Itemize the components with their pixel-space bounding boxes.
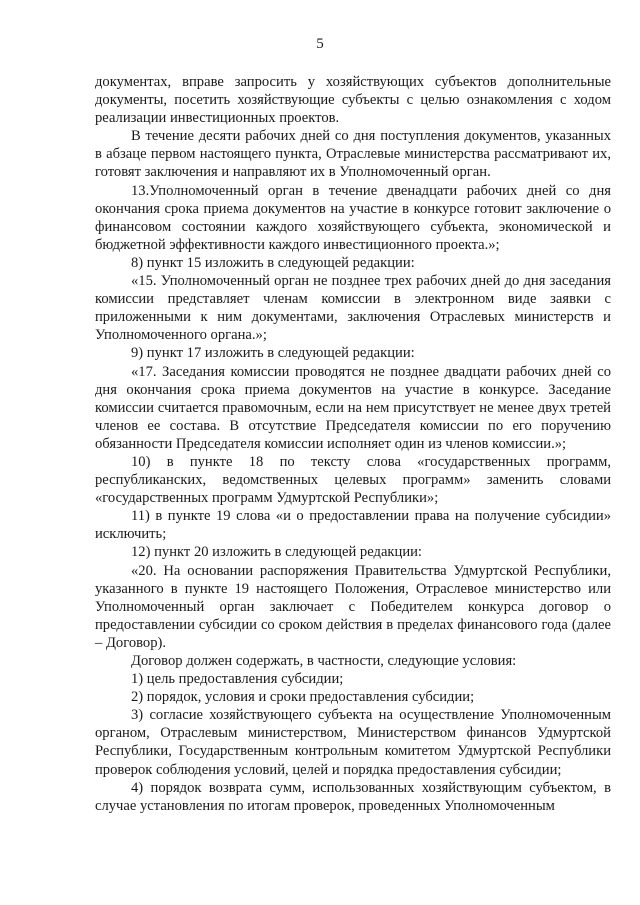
list-item-2: 2) порядок, условия и сроки предоставления субсидии; [131, 689, 475, 706]
list-item-1: 1) цель предоставления субсидии; [131, 671, 344, 688]
paragraph-item-13: 13.Уполномоченный орган в течение двенадцати рабочих дней со дня окончания срока приема документов на участие в конкурсе готовит заключение о финансовом состоянии каждого хозяйствующего субъекта, экономической и бюджетной эффективности каждого инвестиционного проекта.»; [95, 182, 611, 253]
paragraph-amendment-12: 12) пункт 20 изложить в следующей редакции: [131, 544, 422, 561]
list-item-4: 4) порядок возврата сумм, использованных хозяйствующим субъектом, в случае установления по итогам проверок, проведенных Уполномоченным [95, 779, 611, 814]
paragraph-amendment-9: 9) пункт 17 изложить в следующей редакции: [131, 345, 415, 362]
paragraph-amendment-11: 11) в пункте 19 слова «и о предоставлении права на получение субсидии» исключить; [95, 508, 611, 543]
paragraph-amendment-10: 10) в пункте 18 по тексту слова «государственных программ, республиканских, ведомственных целевых программ» заменить словами «государственных программ Удмуртской Республики»; [95, 453, 611, 507]
page-number: 5 [316, 36, 324, 52]
paragraph-item-15: «15. Уполномоченный орган не позднее трех рабочих дней до дня заседания комиссии представляет членам комиссии в электронном виде заявки с приложенными к ним документами, заключения Отраслевых министерств и Уполномоченного органа.»; [95, 273, 611, 344]
list-item-3: 3) согласие хозяйствующего субъекта на осуществление Уполномоченным органом, Отраслевым министерством, Министерством финансов Удмуртской Республики, Государственным контрольным комитетом Удмуртской Республики проверок соблюдения условий, целей и порядка предоставления субсидии; [95, 707, 611, 778]
paragraph-review-period: В течение десяти рабочих дней со дня поступления документов, указанных в абзаце первом настоящего пункта, Отраслевые министерства рассматривают их, готовят заключения и направляют их в Уполномоченный орган. [95, 128, 611, 181]
paragraph-item-17: «17. Заседания комиссии проводятся не позднее двадцати рабочих дней со дня окончания срока приема документов на участие в конкурсе. Заседание комиссии считается правомочным, если на нем присутствует не менее двух третей членов ее состава. В отсутствие Председателя комиссии по его поручению обязанности Председателя комиссии исполняет один из членов комиссии.»; [95, 363, 611, 452]
paragraph-item-20: «20. На основании распоряжения Правительства Удмуртской Республики, указанного в пункте 19 настоящего Положения, Отраслевое министерство или Уполномоченный орган заключает с Победителем конкурса договор о предоставлении субсидии со сроком действия в пределах финансового года (далее – Договор). [95, 562, 611, 651]
paragraph-continuation: документах, вправе запросить у хозяйствующих субъектов дополнительные документы, посетить хозяйствующие субъекты с целью ознакомления с ходом реализации инвестиционных проектов. [95, 74, 611, 127]
document-body [95, 73, 611, 815]
paragraph-amendment-8: 8) пункт 15 изложить в следующей редакции: [131, 254, 415, 271]
paragraph-contract-conditions: Договор должен содержать, в частности, следующие условия: [131, 653, 517, 669]
